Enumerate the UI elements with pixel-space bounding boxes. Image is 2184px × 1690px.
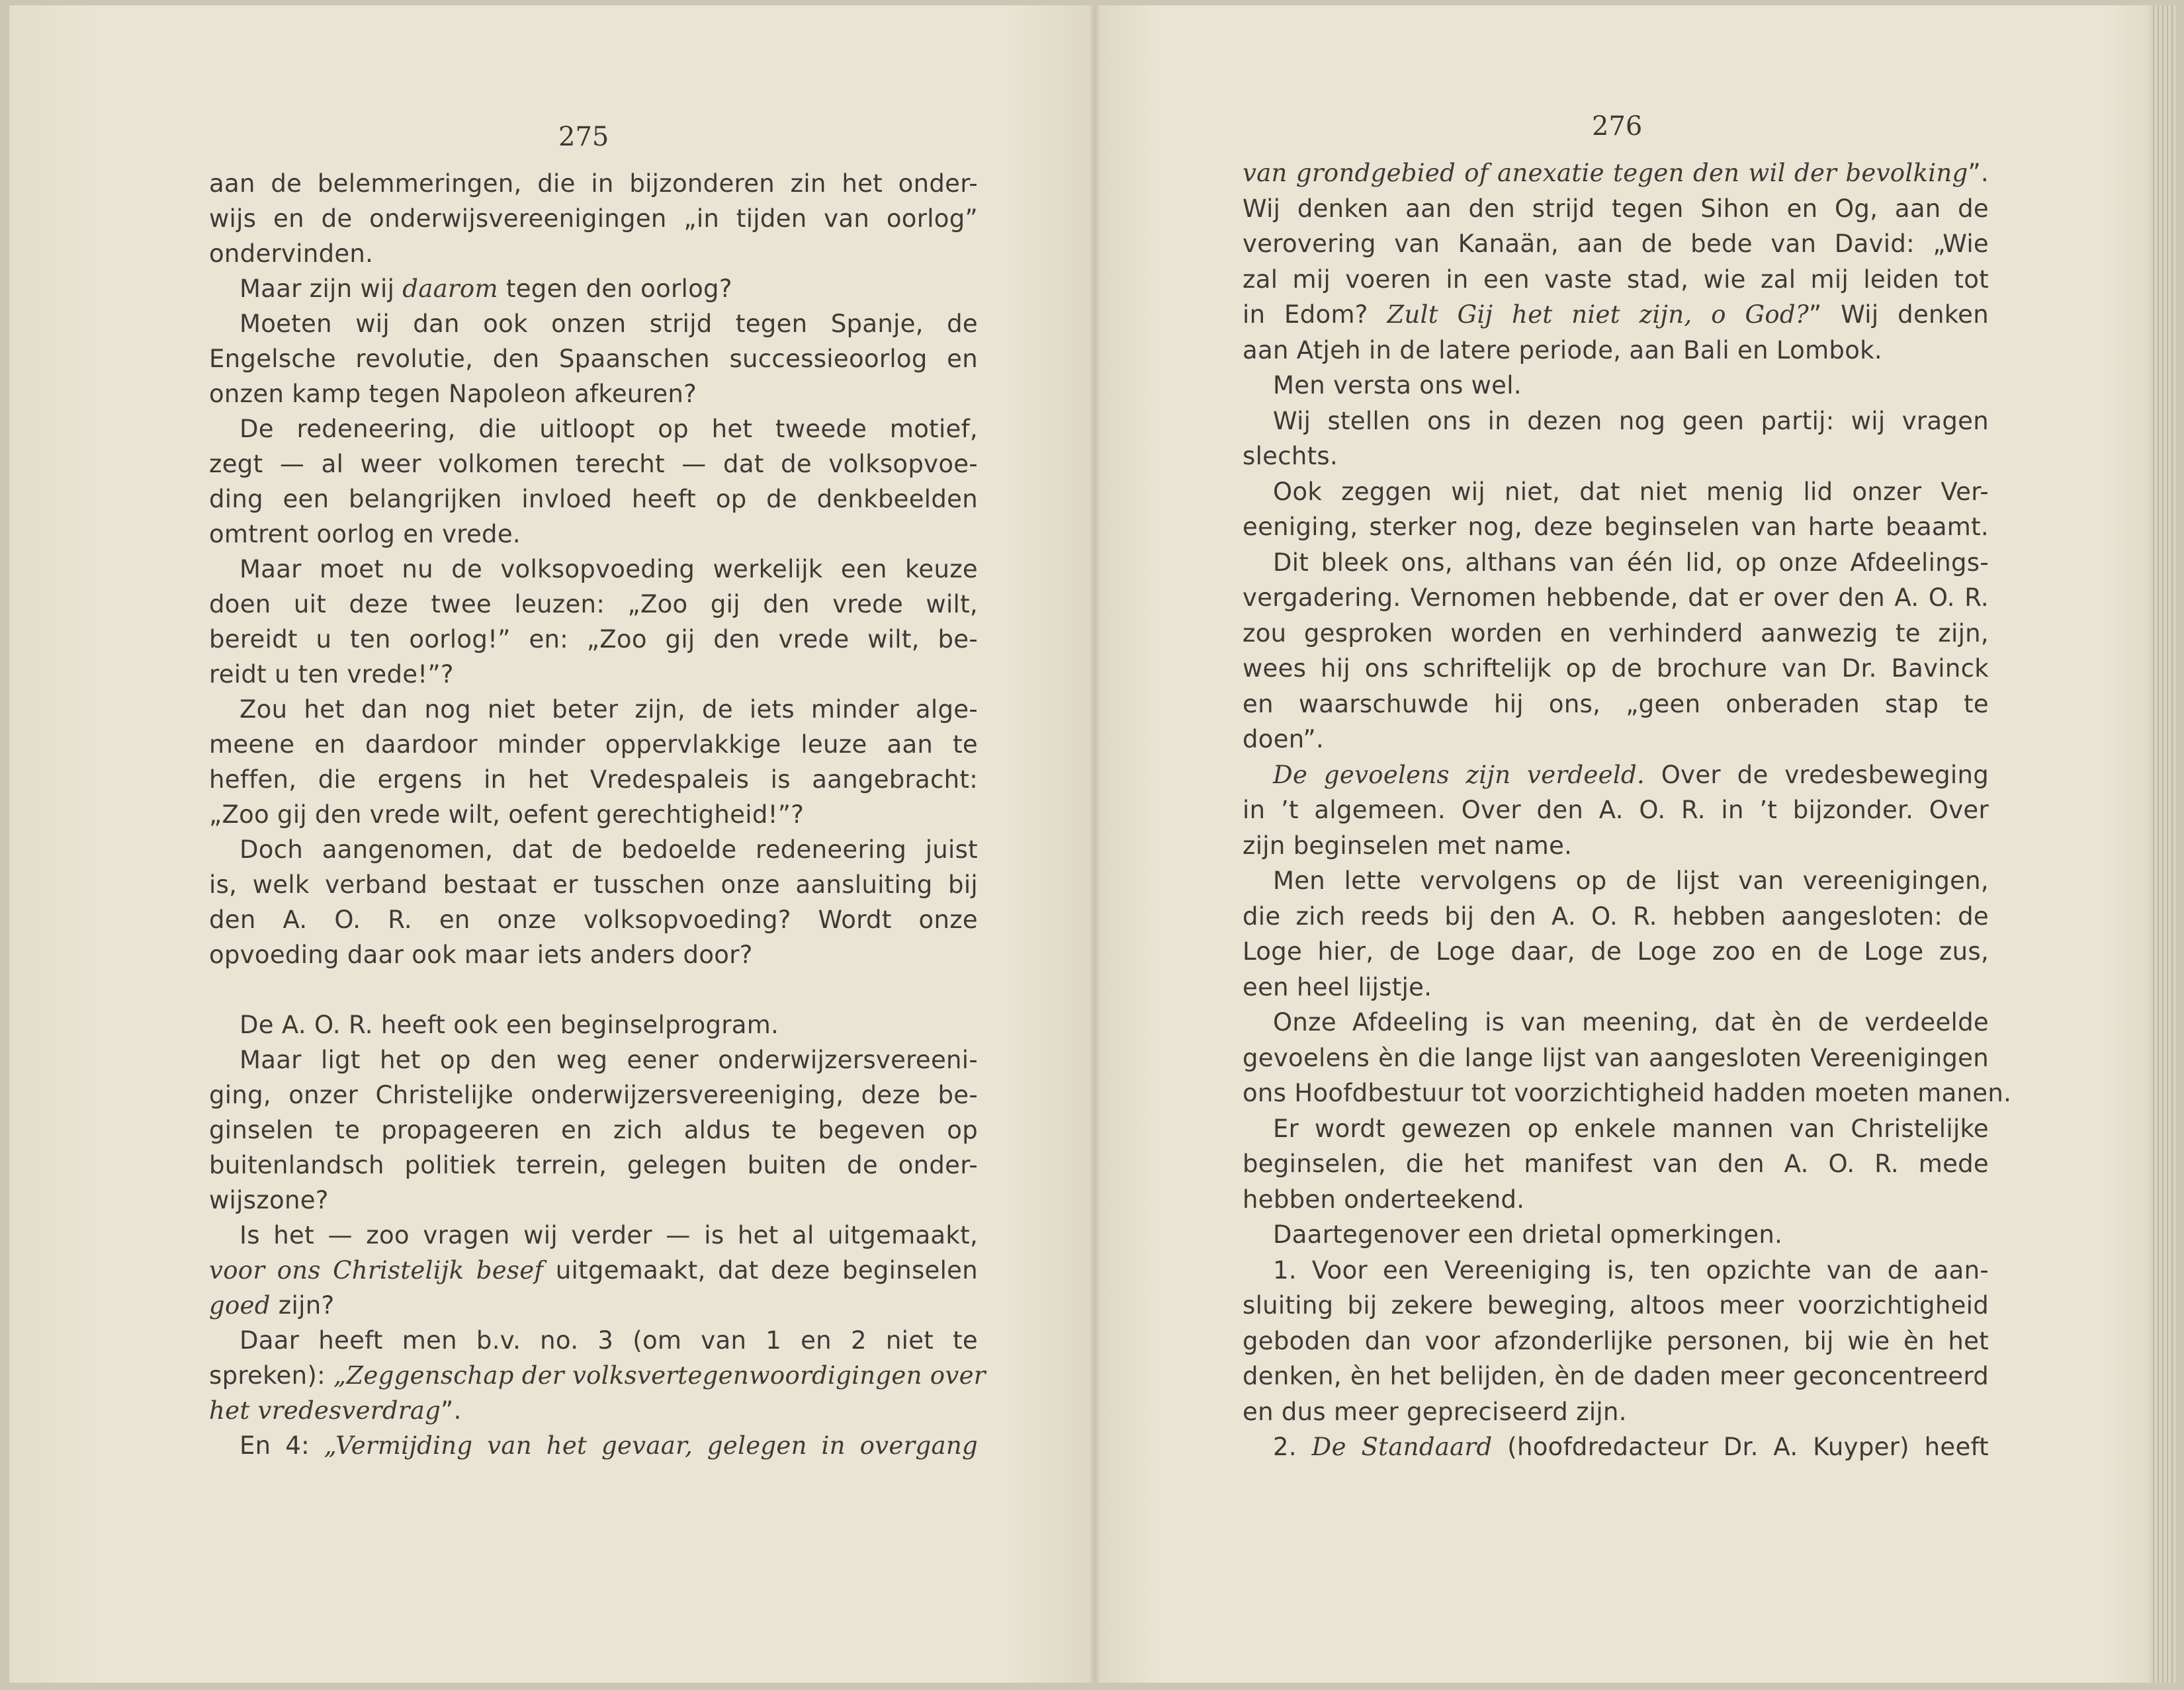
text-line	[1243, 1362, 1989, 1396]
text-line	[1243, 371, 1989, 405]
text-line	[1243, 973, 1989, 1007]
text-segment: opvoeding daar ook maar iets anders door?	[209, 941, 753, 969]
text-line	[209, 204, 978, 239]
text-line	[209, 1186, 978, 1220]
text-segment: Wij stellen ons in dezen nog geen partij: wij vragen	[1273, 406, 1989, 435]
text-segment: Er wordt gewezen op enkele mannen van Christelijke	[1273, 1114, 1989, 1143]
text-line	[1243, 1150, 1989, 1184]
text-line	[1243, 548, 1989, 583]
text-segment: beginselen, die het manifest van den A. O. R. mede	[1243, 1150, 1989, 1178]
text-segment: den A. O. R. en onze volksopvoeding? Wordt onze	[209, 906, 978, 934]
italic-text: goed	[209, 1291, 271, 1320]
text-segment: Wij denken aan den strijd tegen Sihon en Og, aan de	[1243, 194, 1989, 223]
text-segment: spreken):	[209, 1361, 333, 1390]
text-line	[1243, 690, 1989, 724]
text-line	[209, 450, 978, 484]
text-line	[1243, 1220, 1989, 1255]
text-segment: bereidt u ten oorlog!” en: „Zoo gij den vrede wilt, be-	[209, 625, 978, 654]
text-segment: zegt — al weer volkomen terecht — dat de volksopvoe-	[209, 450, 978, 478]
text-line	[1243, 654, 1989, 689]
text-segment: ging, onzer Christelijke onderwijzersvereeniging, deze be-	[209, 1081, 978, 1109]
text-segment: een heel lijstje.	[1243, 972, 1432, 1001]
text-line	[209, 800, 978, 835]
text-line	[1243, 1008, 1989, 1042]
text-line	[1243, 1398, 1989, 1432]
text-segment: sluiting bij zekere beweging, altoos meer voorzichtigheid	[1243, 1291, 1989, 1320]
text-segment: hebben onderteekend.	[1243, 1185, 1525, 1214]
text-segment: ” Wij denken	[1809, 300, 1989, 329]
italic-text: Zult Gij het niet zijn, o God?	[1387, 300, 1810, 329]
text-segment: De A. O. R. heeft ook een beginselprogram.	[240, 1011, 779, 1039]
text-segment: Men versta ons wel.	[1273, 371, 1522, 400]
text-line	[209, 169, 978, 204]
text-line	[209, 1081, 978, 1115]
text-line	[209, 695, 978, 730]
text-line	[209, 310, 978, 344]
text-line	[1243, 1256, 1989, 1290]
text-segment: Daartegenover een drietal opmerkingen.	[1273, 1220, 1783, 1249]
text-segment: ons Hoofdbestuur tot voorzichtigheid hadden moeten manen.	[1243, 1079, 2012, 1107]
text-line	[1243, 478, 1989, 512]
text-segment: ondervinden.	[209, 239, 374, 268]
text-line	[209, 1291, 978, 1326]
italic-text: De gevoelens zijn verdeeld.	[1273, 760, 1645, 789]
text-segment: Maar zijn wij	[240, 275, 403, 303]
right-page	[1094, 5, 2150, 1683]
text-segment: Moeten wij dan ook onzen strijd tegen Spanje, de	[240, 310, 978, 338]
text-segment: wijs en de onderwijsvereenigingen „in tijden van oorlog”	[209, 204, 978, 233]
text-segment: zijn?	[270, 1291, 335, 1320]
book-spread	[9, 5, 2150, 1683]
text-segment: Onze Afdeeling is van meening, dat èn de verdeelde	[1273, 1008, 1989, 1036]
text-line	[1243, 1433, 1989, 1467]
text-line	[209, 1116, 978, 1150]
text-segment: ”.	[1968, 159, 1989, 187]
text-line	[209, 590, 978, 624]
text-line	[1243, 725, 1989, 759]
text-line	[209, 239, 978, 274]
text-line	[209, 835, 978, 870]
text-segment: De redeneering, die uitloopt op het tweede motief,	[240, 415, 978, 443]
text-line	[209, 1431, 978, 1466]
text-line	[209, 415, 978, 449]
text-segment: verovering van Kanaän, aan de bede van David: „Wie	[1243, 230, 1989, 258]
text-segment: „Zoo gij den vrede wilt, oefent gerechtigheid!”?	[209, 800, 805, 829]
text-segment: vergadering. Vernomen hebbende, dat er over den A. O. R.	[1243, 583, 1989, 612]
text-segment: reidt u ten vrede!”?	[209, 660, 454, 689]
page-number-left: 275	[558, 122, 609, 152]
text-line	[1243, 866, 1989, 901]
italic-text: voor ons Christelijk besef	[209, 1256, 544, 1285]
text-segment: Maar ligt het op den weg eener onderwijzersvereeni-	[240, 1046, 978, 1074]
text-segment: zou gesproken worden en verhinderd aanwezig te zijn,	[1243, 618, 1989, 648]
text-line	[209, 625, 978, 659]
text-segment: wijszone?	[209, 1186, 329, 1214]
text-segment: aan Atjeh in de latere periode, aan Bali en Lombok.	[1243, 335, 1882, 364]
text-segment: doen uit deze twee leuzen: „Zoo gij den vrede wilt,	[209, 590, 978, 618]
text-segment: die zich reeds bij den A. O. R. hebben aangesloten: de	[1243, 902, 1989, 931]
text-segment: (hoofdredacteur Dr. A. Kuyper) heeft	[1492, 1433, 1989, 1461]
text-line	[209, 1011, 978, 1045]
text-line	[209, 1396, 978, 1431]
text-line	[1243, 1185, 1989, 1220]
text-segment: meene en daardoor minder oppervlakkige leuze aan te	[209, 730, 978, 759]
text-segment: slechts.	[1243, 442, 1338, 470]
text-segment: in ’t algemeen. Over den A. O. R. in ’t bijzonder. Over	[1243, 796, 1989, 824]
text-line	[1243, 300, 1989, 335]
text-line	[1243, 407, 1989, 441]
text-line	[209, 941, 978, 975]
text-line	[209, 730, 978, 765]
italic-text: „Zeggenschap der volksvertegenwoordigingen over	[333, 1361, 986, 1390]
text-line	[1243, 1044, 1989, 1078]
text-line	[1243, 336, 1989, 370]
text-line	[209, 1256, 978, 1290]
text-segment: Zou het dan nog niet beter zijn, de iets minder alge-	[240, 695, 978, 724]
page-number-right: 276	[1592, 111, 1643, 142]
text-segment: Daar heeft men b.v. no. 3 (om van 1 en 2 niet te	[240, 1326, 978, 1355]
text-line	[209, 660, 978, 695]
text-segment: en dus meer gepreciseerd zijn.	[1243, 1397, 1627, 1426]
text-line	[1243, 265, 1989, 300]
text-segment: geboden dan voor afzonderlijke personen, bij wie èn het	[1243, 1326, 1989, 1355]
text-line	[1243, 194, 1989, 229]
left-page	[9, 5, 1094, 1683]
text-segment: denken, èn het belijden, èn de daden meer geconcentreerd	[1243, 1362, 1989, 1390]
text-line	[1243, 230, 1989, 264]
text-segment: heffen, die ergens in het Vredespaleis is aangebracht:	[209, 765, 978, 794]
text-segment: En 4:	[240, 1431, 324, 1460]
text-segment: Doch aangenomen, dat de bedoelde redeneering juist	[240, 835, 978, 864]
text-line	[1243, 442, 1989, 476]
text-segment: buitenlandsch politiek terrein, gelegen buiten de onder-	[209, 1151, 978, 1179]
text-segment: Dit bleek ons, althans van één lid, op onze Afdeelings-	[1273, 548, 1989, 577]
text-segment: Maar moet nu de volksopvoeding werkelijk een keuze	[240, 555, 978, 583]
text-segment: onzen kamp tegen Napoleon afkeuren?	[209, 380, 697, 408]
text-line	[1243, 1327, 1989, 1361]
text-segment: Is het — zoo vragen wij verder — is het al uitgemaakt,	[240, 1221, 978, 1249]
text-line	[1243, 796, 1989, 830]
left-page-text	[209, 169, 986, 1479]
text-segment: eeniging, sterker nog, deze beginselen van harte beaamt.	[1243, 513, 1989, 541]
text-segment: zijn beginselen met name.	[1243, 831, 1573, 860]
text-segment: en waarschuwde hij ons, „geen onberaden stap te	[1243, 689, 1989, 718]
text-line	[1243, 1291, 1989, 1326]
text-segment: omtrent oorlog en vrede.	[209, 520, 521, 548]
italic-text: daarom	[402, 275, 498, 303]
text-line	[209, 275, 978, 309]
text-line	[209, 1326, 978, 1361]
text-segment: uitgemaakt, dat deze beginselen	[543, 1256, 978, 1285]
text-line	[1243, 1079, 2012, 1113]
text-line	[209, 555, 978, 589]
text-segment: wees hij ons schriftelijk op de brochure van Dr. Bavinck	[1243, 654, 1989, 683]
text-line	[209, 976, 978, 1010]
text-segment: Engelsche revolutie, den Spaanschen successieoorlog en	[209, 345, 978, 373]
text-segment: Over de vredesbeweging	[1645, 760, 1989, 789]
text-segment: Men lette vervolgens op de lijst van vereenigingen,	[1273, 866, 1989, 895]
text-segment: ”.	[441, 1396, 462, 1425]
text-line	[209, 906, 978, 940]
text-line	[1243, 761, 1989, 795]
text-segment: Ook zeggen wij niet, dat niet menig lid onzer Ver-	[1273, 477, 1989, 506]
right-page-text	[1243, 159, 2012, 1482]
italic-text: „Vermijding van het gevaar, gelegen in overgang	[324, 1431, 978, 1460]
text-line	[209, 1046, 978, 1080]
book-gutter	[1090, 5, 1100, 1683]
text-line	[1243, 902, 1989, 937]
text-line	[1243, 583, 1989, 618]
text-segment: gevoelens èn die lange lijst van aangesloten Vereenigingen	[1243, 1043, 1989, 1072]
text-segment: aan de belemmeringen, die in bijzonderen zin het onder-	[209, 169, 978, 198]
text-segment: is, welk verband bestaat er tusschen onze aansluiting bij	[209, 870, 978, 899]
page-edges	[2150, 5, 2176, 1683]
text-segment: tegen den oorlog?	[498, 275, 732, 303]
text-line	[209, 1361, 986, 1396]
italic-text: het vredesverdrag	[209, 1396, 441, 1425]
text-line	[1243, 513, 1989, 547]
text-line	[209, 520, 978, 554]
text-line	[209, 485, 978, 519]
italic-text: De Standaard	[1311, 1433, 1493, 1461]
text-line	[209, 870, 978, 905]
text-line	[209, 1151, 978, 1185]
text-line	[209, 380, 978, 414]
italic-text: van grondgebied of anexatie tegen den wil der bevolking	[1243, 159, 1968, 187]
text-segment: 2.	[1273, 1433, 1312, 1461]
text-line	[1243, 159, 1989, 193]
text-line	[1243, 831, 1989, 866]
text-segment: 1. Voor een Vereeniging is, ten opzichte van de aan-	[1273, 1255, 1989, 1285]
text-segment: Loge hier, de Loge daar, de Loge zoo en de Loge zus,	[1243, 937, 1989, 966]
text-segment: ding een belangrijken invloed heeft op de denkbeelden	[209, 485, 978, 513]
text-line	[209, 765, 978, 800]
text-segment: ginselen te propageeren en zich aldus te begeven op	[209, 1116, 978, 1144]
text-line	[1243, 619, 1989, 654]
text-segment: in Edom?	[1243, 300, 1387, 329]
text-segment: doen”.	[1243, 725, 1325, 753]
text-line	[209, 1221, 978, 1255]
text-segment: zal mij voeren in een vaste stad, wie zal mij leiden tot	[1243, 265, 1989, 294]
text-line	[1243, 1115, 1989, 1149]
text-line	[209, 345, 978, 379]
text-line	[1243, 937, 1989, 972]
